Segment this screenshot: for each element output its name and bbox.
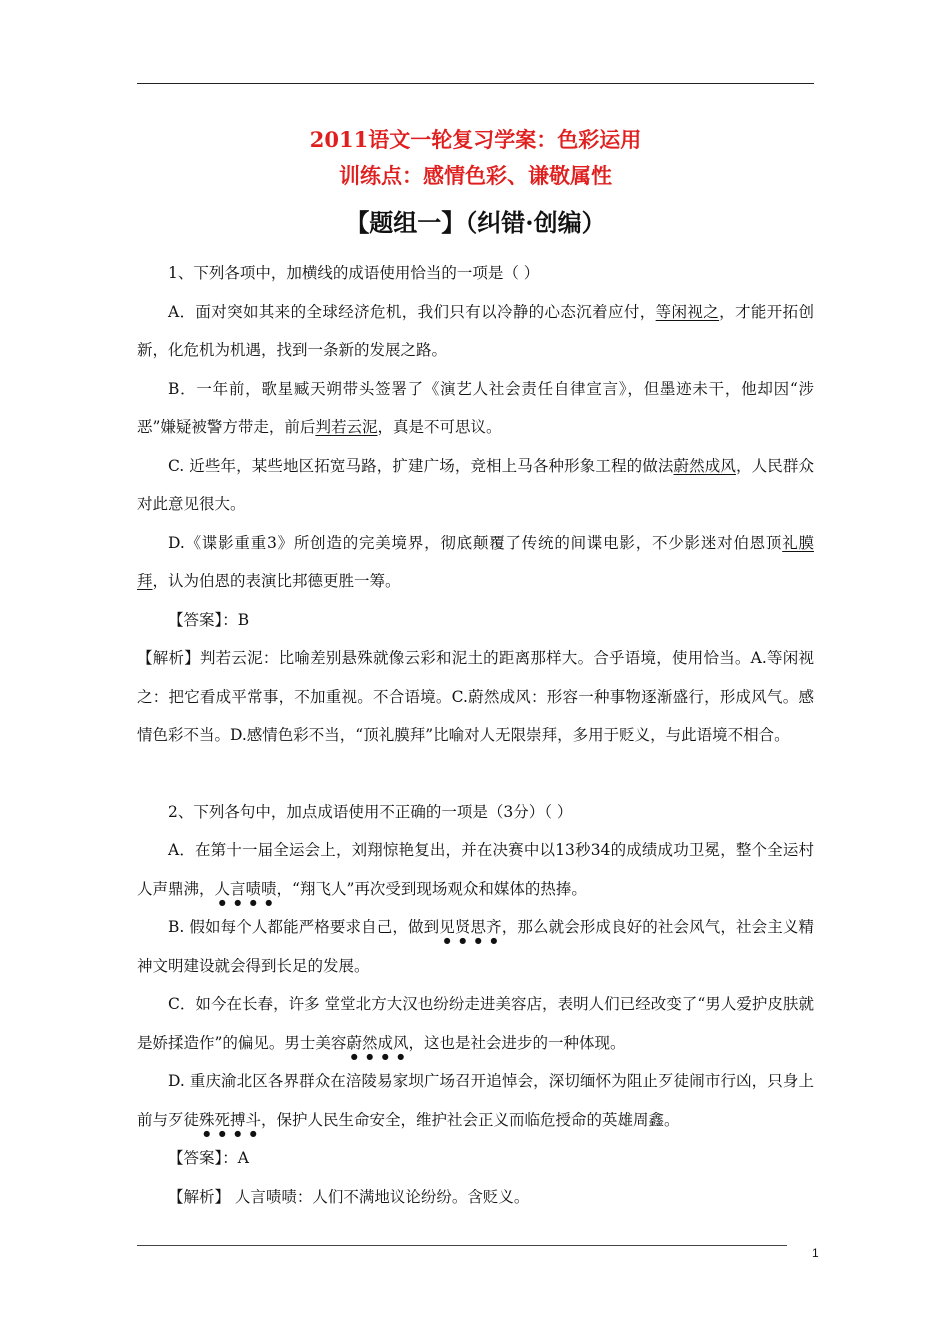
- underlined-idiom: 礼膜拜: [137, 533, 814, 590]
- question-1-option-d: D.《谍影重重3》所创造的完美境界，彻底颠覆了传统的间谍电影，不少影迷对伯恩顶礼膜拜，认为伯恩的表演比邦德更胜一筹。: [137, 533, 814, 590]
- header-rule: [137, 83, 814, 84]
- question-2-answer: 【答案】：A: [168, 1149, 249, 1167]
- underlined-idiom: 等闲视之: [655, 302, 720, 321]
- question-group-heading: 【题组一】（纠错·创编）: [345, 208, 606, 237]
- question-2-option-c: C．如今在长春，许多 堂堂北方大汉也纷纷走进美容店，表明人们已经改变了“男人爱护皮肤就是娇揉造作”的偏见。男士美容蔚然成风，这也是社会进步的一种体现。: [137, 995, 814, 1052]
- question-2-option-a: A．在第十一届全运会上，刘翔惊艳复出，并在决赛中以13秒34的成绩成功卫冕，整个全运村人声鼎沸，人言啧啧，“翔飞人”再次受到现场观众和媒体的热捧。: [137, 841, 814, 898]
- question-2-option-b: B. 假如每个人都能严格要求自己，做到见贤思齐，那么就会形成良好的社会风气，社会主义精神文明建设就会得到长足的发展。: [137, 918, 814, 975]
- question-2-analysis: 【解析】 人言啧啧：人们不满地议论纷纷。含贬义。: [168, 1187, 530, 1206]
- footer-rule: [137, 1245, 787, 1246]
- dotted-idiom: 人言啧啧: [214, 879, 277, 898]
- page-number: 1: [812, 1246, 819, 1260]
- question-2-stem: 2、下列各句中，加点成语使用不正确的一项是（3分）（ ）: [168, 802, 573, 821]
- dotted-idiom: 蔚然成风: [346, 1033, 409, 1052]
- question-1-analysis: 【解析】判若云泥：比喻差别悬殊就像云彩和泥土的距离那样大。合乎语境，使用恰当。A.等闲视之：把它看成平常事，不加重视。不合语境。C.蔚然成风：形容一种事物逐渐盛行，形成风气。感情色彩不当。D.感情色彩不当，“顶礼膜拜”比喻对人无限崇拜，多用于贬义，与此语境不相合。: [137, 649, 814, 744]
- dotted-idiom: 见贤思齐: [439, 918, 502, 936]
- question-1-option-b: B．一年前，歌星臧天朔带头签署了《演艺人社会责任自律宣言》，但墨迹未干，他却因“涉恶”嫌疑被警方带走，前后判若云泥，真是不可思议。: [137, 379, 814, 436]
- document-body: [137, 254, 814, 1216]
- dotted-idiom: 殊死搏斗: [199, 1110, 262, 1129]
- question-1-answer: 【答案】：B: [168, 610, 250, 629]
- document-subtitle: 训练点：感情色彩、谦敬属性: [339, 163, 612, 188]
- underlined-idiom: 判若云泥: [315, 418, 378, 436]
- question-1-option-c: C. 近些年，某些地区拓宽马路，扩建广场，竞相上马各种形象工程的做法蔚然成风，人民群众对此意见很大。: [137, 456, 814, 513]
- question-1-option-a: A．面对突如其来的全球经济危机，我们只有以冷静的心态沉着应付，等闲视之，才能开拓创新，化危机为机遇，找到一条新的发展之路。: [137, 302, 814, 359]
- document-title: 2011语文一轮复习学案：色彩运用: [309, 127, 642, 152]
- question-2-option-d: D. 重庆渝北区各界群众在涪陵易家坝广场召开追悼会，深切缅怀为阻止歹徒闹市行凶，只身上前与歹徒殊死搏斗，保护人民生命安全，维护社会正义而临危授命的英雄周鑫。: [137, 1072, 814, 1129]
- blank-line: [137, 755, 814, 793]
- underlined-idiom: 蔚然成风: [673, 456, 736, 475]
- question-1-stem: 1、下列各项中，加横线的成语使用恰当的一项是（ ）: [168, 264, 540, 282]
